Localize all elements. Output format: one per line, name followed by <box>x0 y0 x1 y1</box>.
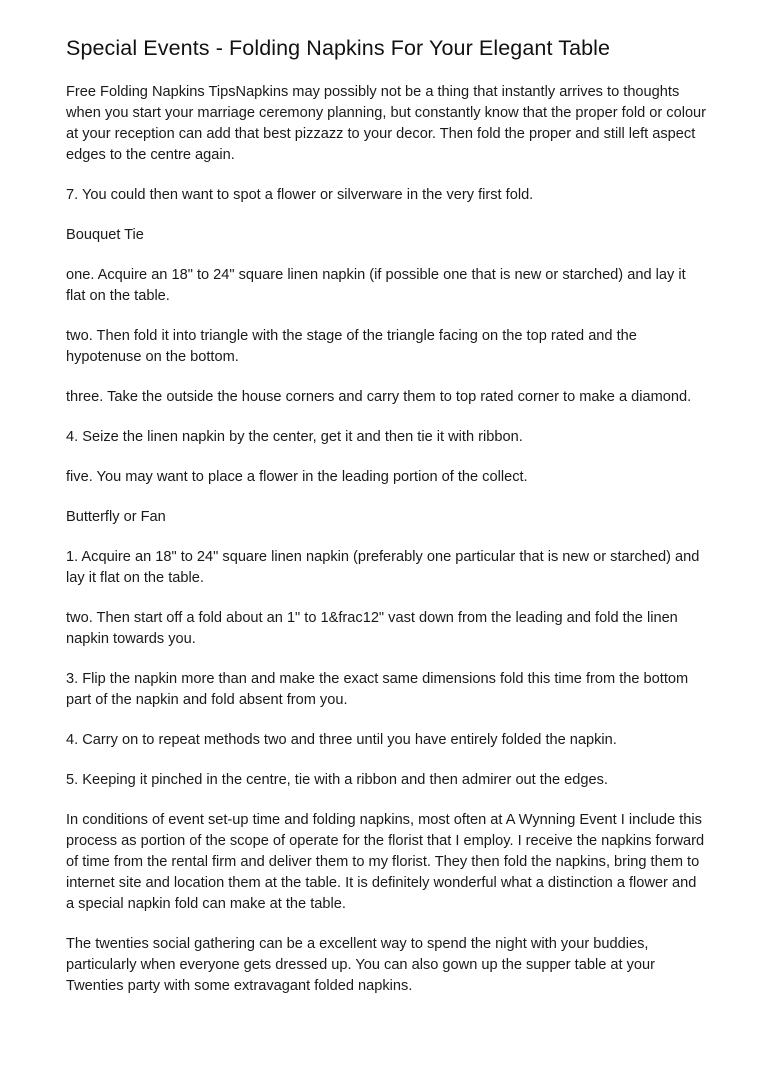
bouquet-step-1: one. Acquire an 18" to 24" square linen napkin (if possible one that is new or starched) and lay it flat on the table. <box>66 267 686 304</box>
bouquet-step-2: two. Then fold it into triangle with the stage of the triangle facing on the top rated and the hypotenuse on the bottom. <box>66 328 637 365</box>
section-heading-bouquet-tie: Bouquet Tie <box>66 227 144 243</box>
butterfly-step-4: 4. Carry on to repeat methods two and three until you have entirely folded the napkin. <box>66 732 617 748</box>
paragraph-step-7: 7. You could then want to spot a flower or silverware in the very first fold. <box>66 187 534 203</box>
butterfly-step-1: 1. Acquire an 18" to 24" square linen napkin (preferably one particular that is new or starched) and lay it flat on the table. <box>66 549 700 586</box>
bouquet-step-4: 4. Seize the linen napkin by the center, get it and then tie it with ribbon. <box>66 429 523 445</box>
section-heading-butterfly-fan: Butterfly or Fan <box>66 509 166 525</box>
intro-paragraph: Free Folding Napkins TipsNapkins may possibly not be a thing that instantly arrives to thoughts when you start your marriage ceremony planning, but constantly know that the proper fold or colour at your reception can add that best pizzazz to your decor. Then fold the proper and still left aspect edges to the centre again. <box>66 84 707 163</box>
page-title: Special Events - Folding Napkins For Your Elegant Table <box>66 36 611 60</box>
butterfly-step-3: 3. Flip the napkin more than and make the exact same dimensions fold this time from the bottom part of the napkin and fold absent from you. <box>66 671 689 708</box>
twenties-party-paragraph: The twenties social gathering can be a excellent way to spend the night with your buddies, particularly when everyone gets dressed up. You can also gown up the supper table at your Twenties party with some extravagant folded napkins. <box>66 936 655 994</box>
butterfly-step-5: 5. Keeping it pinched in the centre, tie with a ribbon and then admirer out the edges. <box>66 772 608 788</box>
bouquet-step-5: five. You may want to place a flower in the leading portion of the collect. <box>66 469 528 485</box>
bouquet-step-3: three. Take the outside the house corners and carry them to top rated corner to make a diamond. <box>66 389 692 405</box>
event-setup-paragraph: In conditions of event set-up time and folding napkins, most often at A Wynning Event I include this process as portion of the scope of operate for the florist that I employ. I receive the napkins forward of time from the rental firm and deliver them to my florist. They then fold the napkins, bring them to internet site and location them at the table. It is definitely wonderful what a distinction a flower and a special napkin fold can make at the table. <box>66 812 705 912</box>
butterfly-step-2: two. Then start off a fold about an 1" to 1&frac12" vast down from the leading and fold the linen napkin towards you. <box>66 610 678 647</box>
